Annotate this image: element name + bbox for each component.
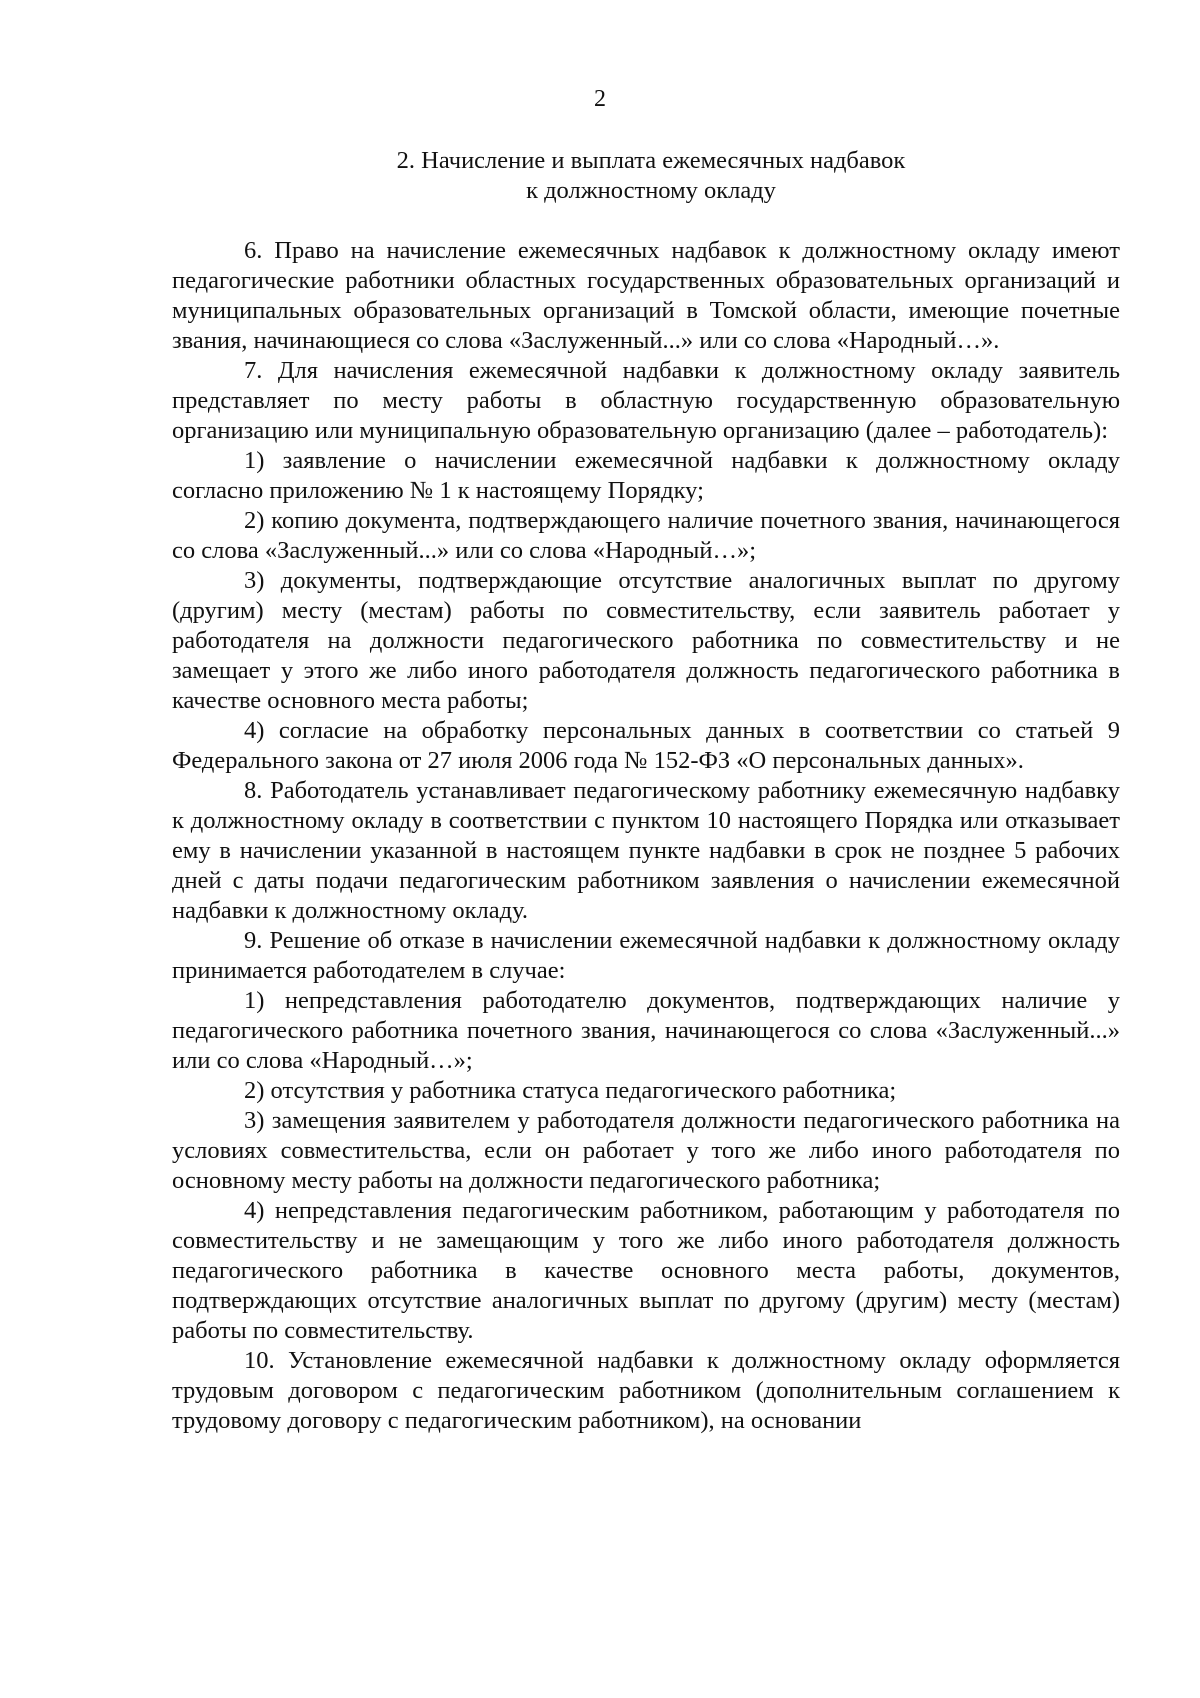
page-number: 2 [594, 86, 606, 112]
paragraph-9: 9. Решение об отказе в начислении ежемесячной надбавки к должностному окладу принимается работодателем в случае: [172, 927, 1120, 984]
paragraph-7: 7. Для начисления ежемесячной надбавки к должностному окладу заявитель представляет по месту работы в областную государственную образовательную организацию или муниципальную образовательную организацию (далее – работодатель): [172, 357, 1120, 444]
paragraph-10: 10. Установление ежемесячной надбавки к должностному окладу оформляется трудовым договором с педагогическим работником (дополнительным соглашением к трудовому договору с педагогическим работником), на основании [172, 1347, 1120, 1434]
paragraph-9-item-3: 3) замещения заявителем у работодателя должности педагогического работника на условиях совместительства, если он работает у того же либо иного работодателя по основному месту работы на должности педагогического работника; [172, 1107, 1120, 1194]
paragraph-8: 8. Работодатель устанавливает педагогическому работнику ежемесячную надбавку к должностному окладу в соответствии с пунктом 10 настоящего Порядка или отказывает ему в начислении указанной в настоящем пункте надбавки в срок не позднее 5 рабочих дней с даты подачи педагогическим работником заявления о начислении ежемесячной надбавки к должностному окладу. [172, 777, 1120, 924]
body-text [172, 236, 1120, 1436]
section-title-line-1: 2. Начисление и выплата ежемесячных надбавок [396, 147, 906, 174]
paragraph-7-item-2: 2) копию документа, подтверждающего наличие почетного звания, начинающегося со слова «Заслуженный...» или со слова «Народный…»; [172, 507, 1120, 564]
paragraph-6: 6. Право на начисление ежемесячных надбавок к должностному окладу имеют педагогические работники областных государственных образовательных организаций и муниципальных образовательных организаций в Томской области, имеющие почетные звания, начинающиеся со слова «Заслуженный...» или со слова «Народный…». [172, 237, 1120, 354]
paragraph-9-item-1: 1) непредставления работодателю документов, подтверждающих наличие у педагогического работника почетного звания, начинающегося со слова «Заслуженный...» или со слова «Народный…»; [172, 987, 1120, 1074]
section-title-line-2: к должностному окладу [526, 177, 776, 204]
paragraph-7-item-3: 3) документы, подтверждающие отсутствие аналогичных выплат по другому (другим) месту (местам) работы по совместительству, если заявитель работает у работодателя на должности педагогического работника по совместительству и не замещает у этого же либо иного работодателя должность педагогического работника в качестве основного места работы; [172, 567, 1120, 714]
paragraph-7-item-1: 1) заявление о начислении ежемесячной надбавки к должностному окладу согласно приложению № 1 к настоящему Порядку; [172, 447, 1120, 504]
paragraph-7-item-4: 4) согласие на обработку персональных данных в соответствии со статьей 9 Федерального закона от 27 июля 2006 года № 152-ФЗ «О персональных данных». [172, 717, 1120, 774]
paragraph-9-item-2: 2) отсутствия у работника статуса педагогического работника; [244, 1077, 897, 1104]
paragraph-9-item-4: 4) непредставления педагогическим работником, работающим у работодателя по совместительству и не замещающим у того же либо иного работодателя должность педагогического работника в качестве основного места работы, документов, подтверждающих отсутствие аналогичных выплат по другому (другим) месту (местам) работы по совместительству. [172, 1197, 1120, 1344]
section-heading [172, 146, 1130, 206]
